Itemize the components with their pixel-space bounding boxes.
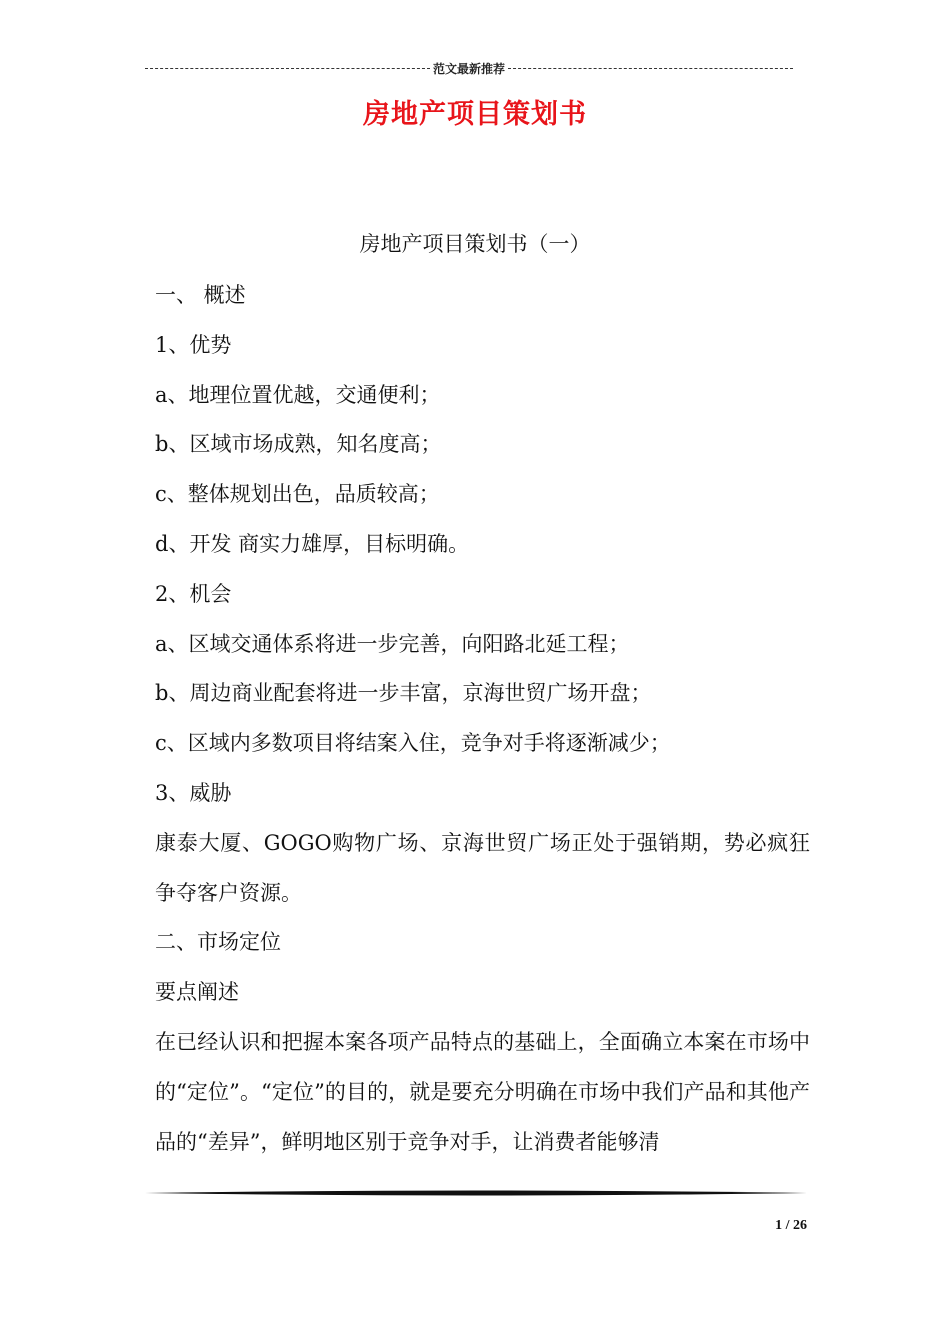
- paragraph-strength-d: d、开发 商实力雄厚，目标明确。: [155, 531, 470, 556]
- paragraph-key-points-heading: 要点阐述: [155, 980, 239, 1005]
- paragraph-opportunity-c: c、区域内多数项目将结案入住，竞争对手将逐渐减少；: [155, 731, 671, 756]
- paragraph-strength-c: c、整体规划出色，品质较高；: [155, 482, 440, 507]
- header-dash-right: [508, 68, 793, 69]
- paragraph-opportunity-b: b、周边商业配套将进一步丰富，京海世贸广场开盘；: [155, 681, 652, 706]
- paragraph-strength-b: b、区域市场成熟，知名度高；: [155, 432, 442, 457]
- paragraph-threats-body: 康泰大厦、GOGO购物广场、京海世贸广场正处于强销期，势必疯狂争夺客户资源。: [155, 830, 810, 905]
- document-title: 房地产项目策划书: [363, 99, 587, 130]
- header-banner-text: 范文最新推荐: [433, 61, 506, 76]
- paragraph-overview-heading: 一、 概述: [155, 283, 246, 307]
- paragraph-opportunities-heading: 2、机会: [155, 581, 232, 606]
- section-subtitle: 房地产项目策划书（一）: [359, 232, 591, 256]
- paragraph-strength-a: a、地理位置优越，交通便利；: [155, 382, 441, 407]
- paragraph-strengths-heading: 1、优势: [155, 332, 232, 357]
- paragraph-positioning-body: 在已经认识和把握本案各项产品特点的基础上，全面确立本案在市场中的“定位”。“定位”的目的，就是要充分明确在市场中我们产品和其他产品的“差异”，鲜明地区别于竞争对手，让消费者能够清: [155, 1029, 810, 1154]
- header-banner: [145, 58, 793, 78]
- document-body: [145, 271, 810, 1167]
- header-dash-left: [145, 68, 430, 69]
- paragraph-positioning-heading: 二、市场定位: [155, 930, 281, 955]
- page-number: 1 / 26: [775, 1218, 807, 1233]
- paragraph-threats-heading: 3、威胁: [155, 780, 232, 805]
- footer-divider: [145, 1189, 807, 1197]
- paragraph-opportunity-a: a、区域交通体系将进一步完善，向阳路北延工程；: [155, 631, 630, 656]
